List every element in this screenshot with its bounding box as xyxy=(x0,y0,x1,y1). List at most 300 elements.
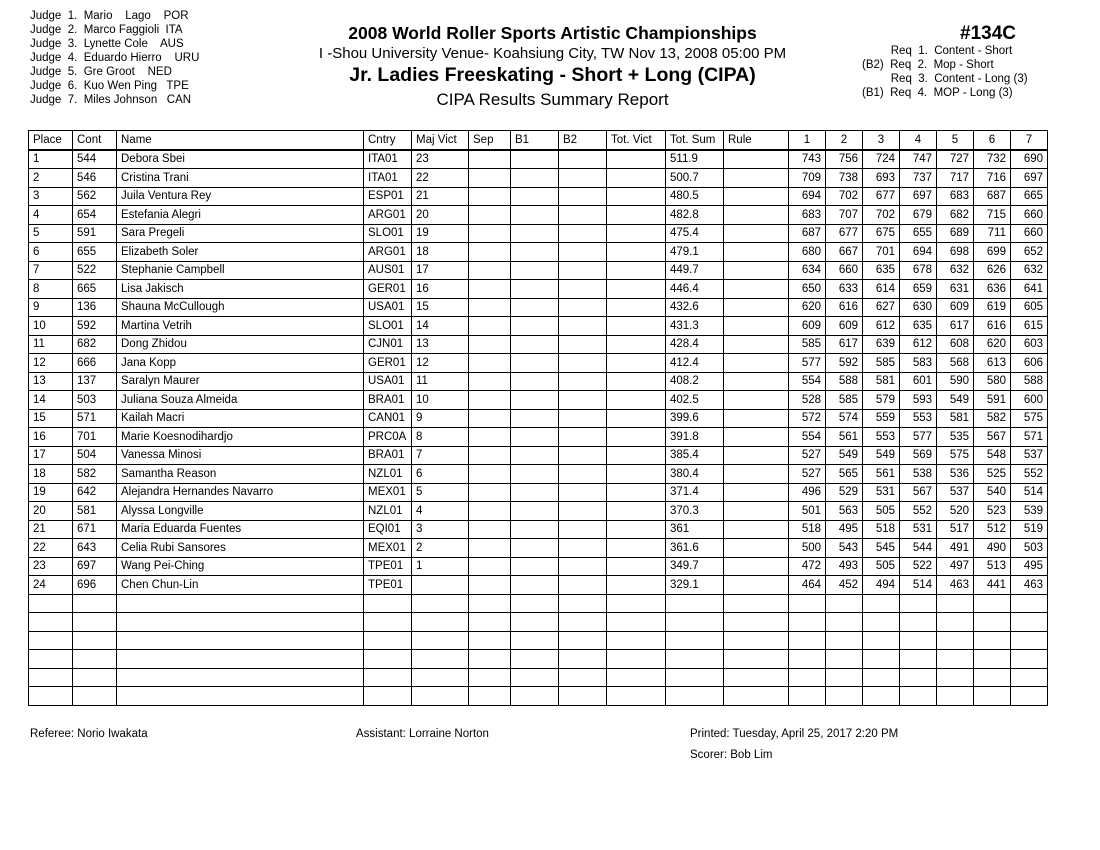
cell-tot-sum: 370.3 xyxy=(666,502,724,521)
cell-judge-5-score: 631 xyxy=(937,280,974,299)
cell-judge-7-score: 690 xyxy=(1011,150,1048,169)
empty-cell xyxy=(900,650,937,669)
cell-judge-2-score: 609 xyxy=(826,317,863,336)
cell-judge-3-score: 612 xyxy=(863,317,900,336)
judge-line: Judge 4. Eduardo Hierro URU xyxy=(30,52,200,64)
cell-judge-2-score: 574 xyxy=(826,409,863,428)
cell-cntry: EQI01 xyxy=(364,520,412,539)
empty-cell xyxy=(364,594,412,613)
cell-judge-5-score: 581 xyxy=(937,409,974,428)
cell-tot-vict xyxy=(607,428,666,447)
cell-judge-5-score: 608 xyxy=(937,335,974,354)
table-row xyxy=(29,298,1048,317)
cell-judge-5-score: 568 xyxy=(937,354,974,373)
cell-b1 xyxy=(511,317,559,336)
cell-judge-7-score: 697 xyxy=(1011,169,1048,188)
cell-b1 xyxy=(511,298,559,317)
table-row xyxy=(29,150,1048,169)
cell-b1 xyxy=(511,391,559,410)
empty-cell xyxy=(29,631,73,650)
empty-cell xyxy=(469,594,511,613)
cell-judge-1-score: 634 xyxy=(789,261,826,280)
cell-tot-sum: 500.7 xyxy=(666,169,724,188)
empty-cell xyxy=(974,594,1011,613)
cell-b2 xyxy=(559,557,607,576)
empty-cell xyxy=(511,594,559,613)
cell-judge-5-score: 536 xyxy=(937,465,974,484)
column-header-cont: Cont xyxy=(73,131,117,150)
cell-tot-sum: 402.5 xyxy=(666,391,724,410)
column-header-place: Place xyxy=(29,131,73,150)
empty-cell xyxy=(29,613,73,632)
cell-judge-1-score: 585 xyxy=(789,335,826,354)
cell-b1 xyxy=(511,465,559,484)
cell-b2 xyxy=(559,576,607,595)
cell-judge-2-score: 588 xyxy=(826,372,863,391)
cell-judge-6-score: 441 xyxy=(974,576,1011,595)
empty-cell xyxy=(117,687,364,706)
empty-cell xyxy=(469,650,511,669)
cell-b2 xyxy=(559,335,607,354)
empty-cell xyxy=(607,594,666,613)
cell-judge-7-score: 514 xyxy=(1011,483,1048,502)
cell-judge-1-score: 577 xyxy=(789,354,826,373)
cell-name: Marie Koesnodihardjo xyxy=(117,428,364,447)
empty-cell xyxy=(666,613,724,632)
empty-cell xyxy=(607,613,666,632)
cell-place: 5 xyxy=(29,224,73,243)
cell-judge-3-score: 614 xyxy=(863,280,900,299)
cell-b1 xyxy=(511,169,559,188)
cell-cont: 544 xyxy=(73,150,117,169)
cell-tot-sum: 361 xyxy=(666,520,724,539)
cell-judge-4-score: 553 xyxy=(900,409,937,428)
empty-cell xyxy=(666,594,724,613)
cell-name: Alyssa Longville xyxy=(117,502,364,521)
cell-tot-sum: 391.8 xyxy=(666,428,724,447)
empty-cell xyxy=(863,613,900,632)
cell-rule xyxy=(724,317,789,336)
cell-judge-3-score: 559 xyxy=(863,409,900,428)
cell-cont: 671 xyxy=(73,520,117,539)
cell-b1 xyxy=(511,372,559,391)
cell-b2 xyxy=(559,261,607,280)
judge-line: Judge 7. Miles Johnson CAN xyxy=(30,94,192,106)
cell-judge-7-score: 641 xyxy=(1011,280,1048,299)
cell-cntry: NZL01 xyxy=(364,502,412,521)
cell-tot-sum: 385.4 xyxy=(666,446,724,465)
cell-judge-4-score: 737 xyxy=(900,169,937,188)
empty-cell xyxy=(511,631,559,650)
empty-cell xyxy=(863,687,900,706)
empty-cell xyxy=(559,668,607,687)
cell-b2 xyxy=(559,483,607,502)
cell-judge-2-score: 563 xyxy=(826,502,863,521)
column-header-b2: B2 xyxy=(559,131,607,150)
cell-maj-vict: 13 xyxy=(412,335,469,354)
cell-name: Chen Chun-Lin xyxy=(117,576,364,595)
cell-place: 20 xyxy=(29,502,73,521)
cell-maj-vict xyxy=(412,576,469,595)
empty-cell xyxy=(826,668,863,687)
cell-judge-5-score: 683 xyxy=(937,187,974,206)
column-header-judge-7: 7 xyxy=(1011,131,1048,150)
empty-cell xyxy=(511,650,559,669)
cell-name: Samantha Reason xyxy=(117,465,364,484)
cell-rule xyxy=(724,335,789,354)
empty-cell xyxy=(607,687,666,706)
cell-judge-6-score: 540 xyxy=(974,483,1011,502)
table-row xyxy=(29,224,1048,243)
cell-judge-7-score: 605 xyxy=(1011,298,1048,317)
column-header-judge-3: 3 xyxy=(863,131,900,150)
cell-rule xyxy=(724,576,789,595)
column-header-name: Name xyxy=(117,131,364,150)
cell-maj-vict: 4 xyxy=(412,502,469,521)
cell-cont: 546 xyxy=(73,169,117,188)
column-header-sep: Sep xyxy=(469,131,511,150)
empty-cell xyxy=(469,613,511,632)
cell-name: Sara Pregeli xyxy=(117,224,364,243)
cell-place: 4 xyxy=(29,206,73,225)
cell-cont: 666 xyxy=(73,354,117,373)
cell-judge-1-score: 620 xyxy=(789,298,826,317)
table-row xyxy=(29,243,1048,262)
cell-tot-sum: 449.7 xyxy=(666,261,724,280)
empty-cell xyxy=(73,594,117,613)
empty-cell xyxy=(29,687,73,706)
cell-tot-vict xyxy=(607,557,666,576)
table-row xyxy=(29,317,1048,336)
empty-cell xyxy=(73,687,117,706)
cell-place: 2 xyxy=(29,169,73,188)
cell-cntry: USA01 xyxy=(364,372,412,391)
cell-name: Martina Vetrih xyxy=(117,317,364,336)
cell-b1 xyxy=(511,261,559,280)
cell-name: Saralyn Maurer xyxy=(117,372,364,391)
cell-cntry: GER01 xyxy=(364,354,412,373)
cell-judge-6-score: 513 xyxy=(974,557,1011,576)
empty-cell xyxy=(1011,650,1048,669)
empty-cell xyxy=(29,668,73,687)
empty-cell xyxy=(863,594,900,613)
cell-judge-5-score: 632 xyxy=(937,261,974,280)
cell-judge-3-score: 494 xyxy=(863,576,900,595)
cell-judge-2-score: 585 xyxy=(826,391,863,410)
cell-cntry: BRA01 xyxy=(364,446,412,465)
empty-cell xyxy=(364,613,412,632)
cell-sep xyxy=(469,409,511,428)
cell-b1 xyxy=(511,335,559,354)
cell-cntry: ESP01 xyxy=(364,187,412,206)
cell-rule xyxy=(724,409,789,428)
cell-b1 xyxy=(511,502,559,521)
cell-b2 xyxy=(559,150,607,169)
cell-place: 12 xyxy=(29,354,73,373)
empty-cell xyxy=(724,687,789,706)
cell-tot-sum: 431.3 xyxy=(666,317,724,336)
empty-cell xyxy=(900,668,937,687)
cell-tot-vict xyxy=(607,187,666,206)
cell-name: Debora Sbei xyxy=(117,150,364,169)
event-title: Jr. Ladies Freeskating - Short + Long (CIPA) xyxy=(349,64,756,86)
judges-panel xyxy=(30,9,199,107)
cell-maj-vict: 8 xyxy=(412,428,469,447)
cell-rule xyxy=(724,520,789,539)
cell-cont: 592 xyxy=(73,317,117,336)
cell-cntry: ITA01 xyxy=(364,169,412,188)
cell-maj-vict: 5 xyxy=(412,483,469,502)
empty-cell xyxy=(789,668,826,687)
venue-line: I -Shou University Venue- Koahsiung City, TW Nov 13, 2008 05:00 PM xyxy=(318,45,787,62)
cell-tot-sum: 412.4 xyxy=(666,354,724,373)
cell-judge-6-score: 699 xyxy=(974,243,1011,262)
cell-b1 xyxy=(511,576,559,595)
cell-cont: 642 xyxy=(73,483,117,502)
cell-judge-2-score: 565 xyxy=(826,465,863,484)
cell-judge-7-score: 588 xyxy=(1011,372,1048,391)
cell-b1 xyxy=(511,206,559,225)
empty-cell xyxy=(607,650,666,669)
cell-rule xyxy=(724,187,789,206)
cell-judge-1-score: 709 xyxy=(789,169,826,188)
empty-cell xyxy=(974,668,1011,687)
cell-b2 xyxy=(559,317,607,336)
cell-sep xyxy=(469,261,511,280)
cell-place: 17 xyxy=(29,446,73,465)
cell-judge-6-score: 636 xyxy=(974,280,1011,299)
empty-cell xyxy=(412,594,469,613)
cell-judge-5-score: 537 xyxy=(937,483,974,502)
cell-sep xyxy=(469,354,511,373)
cell-judge-3-score: 702 xyxy=(863,206,900,225)
results-body xyxy=(29,150,1048,706)
cell-rule xyxy=(724,483,789,502)
cell-tot-sum: 361.6 xyxy=(666,539,724,558)
cell-judge-4-score: 514 xyxy=(900,576,937,595)
cell-b2 xyxy=(559,280,607,299)
empty-table-row xyxy=(29,631,1048,650)
cell-judge-3-score: 518 xyxy=(863,520,900,539)
table-row xyxy=(29,446,1048,465)
cell-name: Cristina Trani xyxy=(117,169,364,188)
cell-b1 xyxy=(511,187,559,206)
cell-tot-sum: 408.2 xyxy=(666,372,724,391)
judge-line: Judge 2. Marco Faggioli ITA xyxy=(30,24,183,36)
cell-cont: 655 xyxy=(73,243,117,262)
cell-judge-6-score: 591 xyxy=(974,391,1011,410)
cell-judge-4-score: 522 xyxy=(900,557,937,576)
cell-judge-5-score: 609 xyxy=(937,298,974,317)
cell-cont: 581 xyxy=(73,502,117,521)
cell-cntry: AUS01 xyxy=(364,261,412,280)
cell-judge-7-score: 495 xyxy=(1011,557,1048,576)
cell-maj-vict: 7 xyxy=(412,446,469,465)
cell-tot-sum: 399.6 xyxy=(666,409,724,428)
table-row xyxy=(29,428,1048,447)
cell-cont: 503 xyxy=(73,391,117,410)
requirements-panel xyxy=(862,44,1028,100)
cell-judge-4-score: 569 xyxy=(900,446,937,465)
cell-judge-3-score: 561 xyxy=(863,465,900,484)
cell-judge-2-score: 543 xyxy=(826,539,863,558)
empty-cell xyxy=(29,650,73,669)
cell-sep xyxy=(469,187,511,206)
empty-cell xyxy=(724,650,789,669)
empty-cell xyxy=(559,631,607,650)
table-row xyxy=(29,557,1048,576)
cell-judge-6-score: 548 xyxy=(974,446,1011,465)
cell-rule xyxy=(724,428,789,447)
cell-judge-6-score: 626 xyxy=(974,261,1011,280)
cell-b2 xyxy=(559,502,607,521)
cell-name: Maria Eduarda Fuentes xyxy=(117,520,364,539)
cell-judge-6-score: 582 xyxy=(974,409,1011,428)
cell-judge-6-score: 512 xyxy=(974,520,1011,539)
cell-sep xyxy=(469,576,511,595)
empty-cell xyxy=(559,594,607,613)
cell-b1 xyxy=(511,428,559,447)
empty-cell xyxy=(511,613,559,632)
table-row xyxy=(29,335,1048,354)
judge-line: Judge 5. Gre Groot NED xyxy=(30,66,172,78)
empty-cell xyxy=(826,650,863,669)
cell-judge-4-score: 697 xyxy=(900,187,937,206)
cell-judge-4-score: 531 xyxy=(900,520,937,539)
cell-name: Juila Ventura Rey xyxy=(117,187,364,206)
cell-b1 xyxy=(511,520,559,539)
empty-cell xyxy=(412,668,469,687)
cell-tot-vict xyxy=(607,335,666,354)
cell-judge-2-score: 633 xyxy=(826,280,863,299)
empty-cell xyxy=(789,687,826,706)
cell-judge-4-score: 577 xyxy=(900,428,937,447)
cell-name: Estefania Alegri xyxy=(117,206,364,225)
requirement-line: (B2) Req 2. Mop - Short xyxy=(862,59,994,71)
cell-b1 xyxy=(511,243,559,262)
cell-judge-7-score: 519 xyxy=(1011,520,1048,539)
cell-judge-3-score: 701 xyxy=(863,243,900,262)
cell-name: Wang Pei-Ching xyxy=(117,557,364,576)
cell-sep xyxy=(469,372,511,391)
cell-b1 xyxy=(511,557,559,576)
cell-tot-sum: 479.1 xyxy=(666,243,724,262)
cell-judge-3-score: 505 xyxy=(863,557,900,576)
cell-rule xyxy=(724,206,789,225)
cell-judge-7-score: 537 xyxy=(1011,446,1048,465)
cell-judge-6-score: 490 xyxy=(974,539,1011,558)
cell-place: 23 xyxy=(29,557,73,576)
cell-judge-3-score: 531 xyxy=(863,483,900,502)
event-code: #134C xyxy=(960,23,1016,44)
empty-cell xyxy=(1011,594,1048,613)
table-row xyxy=(29,187,1048,206)
empty-cell xyxy=(826,594,863,613)
cell-judge-3-score: 675 xyxy=(863,224,900,243)
cell-b1 xyxy=(511,483,559,502)
cell-sep xyxy=(469,539,511,558)
cell-rule xyxy=(724,446,789,465)
cell-judge-3-score: 677 xyxy=(863,187,900,206)
empty-cell xyxy=(412,687,469,706)
cell-judge-2-score: 707 xyxy=(826,206,863,225)
cell-maj-vict: 15 xyxy=(412,298,469,317)
cell-judge-6-score: 687 xyxy=(974,187,1011,206)
cell-b1 xyxy=(511,150,559,169)
cell-b2 xyxy=(559,446,607,465)
cell-judge-5-score: 463 xyxy=(937,576,974,595)
cell-b2 xyxy=(559,224,607,243)
cell-place: 18 xyxy=(29,465,73,484)
scorer-label: Scorer: Bob Lim xyxy=(690,749,773,761)
empty-cell xyxy=(1011,687,1048,706)
cell-cont: 701 xyxy=(73,428,117,447)
cell-judge-4-score: 601 xyxy=(900,372,937,391)
cell-judge-7-score: 600 xyxy=(1011,391,1048,410)
requirement-line: (B1) Req 4. MOP - Long (3) xyxy=(862,87,1013,99)
cell-place: 21 xyxy=(29,520,73,539)
cell-tot-vict xyxy=(607,539,666,558)
cell-tot-sum: 480.5 xyxy=(666,187,724,206)
cell-judge-3-score: 627 xyxy=(863,298,900,317)
cell-sep xyxy=(469,465,511,484)
cell-judge-2-score: 677 xyxy=(826,224,863,243)
cell-judge-4-score: 552 xyxy=(900,502,937,521)
cell-name: Juliana Souza Almeida xyxy=(117,391,364,410)
cell-judge-6-score: 580 xyxy=(974,372,1011,391)
cell-cntry: PRC0A xyxy=(364,428,412,447)
column-header-judge-5: 5 xyxy=(937,131,974,150)
cell-judge-4-score: 630 xyxy=(900,298,937,317)
cell-sep xyxy=(469,335,511,354)
cell-b1 xyxy=(511,224,559,243)
cell-name: Kailah Macri xyxy=(117,409,364,428)
cell-judge-7-score: 603 xyxy=(1011,335,1048,354)
cell-judge-3-score: 635 xyxy=(863,261,900,280)
cell-judge-5-score: 520 xyxy=(937,502,974,521)
column-header-b1: B1 xyxy=(511,131,559,150)
cell-maj-vict: 22 xyxy=(412,169,469,188)
cell-judge-5-score: 491 xyxy=(937,539,974,558)
cell-judge-4-score: 694 xyxy=(900,243,937,262)
empty-cell xyxy=(412,650,469,669)
cell-judge-3-score: 693 xyxy=(863,169,900,188)
cell-cont: 654 xyxy=(73,206,117,225)
cell-name: Vanessa Minosi xyxy=(117,446,364,465)
empty-cell xyxy=(511,668,559,687)
judge-line: Judge 1. Mario Lago POR xyxy=(30,10,189,22)
cell-b2 xyxy=(559,372,607,391)
cell-place: 10 xyxy=(29,317,73,336)
cell-rule xyxy=(724,298,789,317)
cell-judge-7-score: 463 xyxy=(1011,576,1048,595)
empty-cell xyxy=(974,650,1011,669)
table-row xyxy=(29,391,1048,410)
cell-sep xyxy=(469,280,511,299)
empty-cell xyxy=(559,613,607,632)
cell-judge-7-score: 575 xyxy=(1011,409,1048,428)
empty-cell xyxy=(364,668,412,687)
empty-cell xyxy=(73,613,117,632)
cell-judge-1-score: 527 xyxy=(789,446,826,465)
cell-judge-4-score: 635 xyxy=(900,317,937,336)
cell-judge-2-score: 617 xyxy=(826,335,863,354)
cell-cntry: MEX01 xyxy=(364,483,412,502)
cell-b2 xyxy=(559,520,607,539)
cell-rule xyxy=(724,280,789,299)
empty-cell xyxy=(607,631,666,650)
cell-judge-1-score: 609 xyxy=(789,317,826,336)
